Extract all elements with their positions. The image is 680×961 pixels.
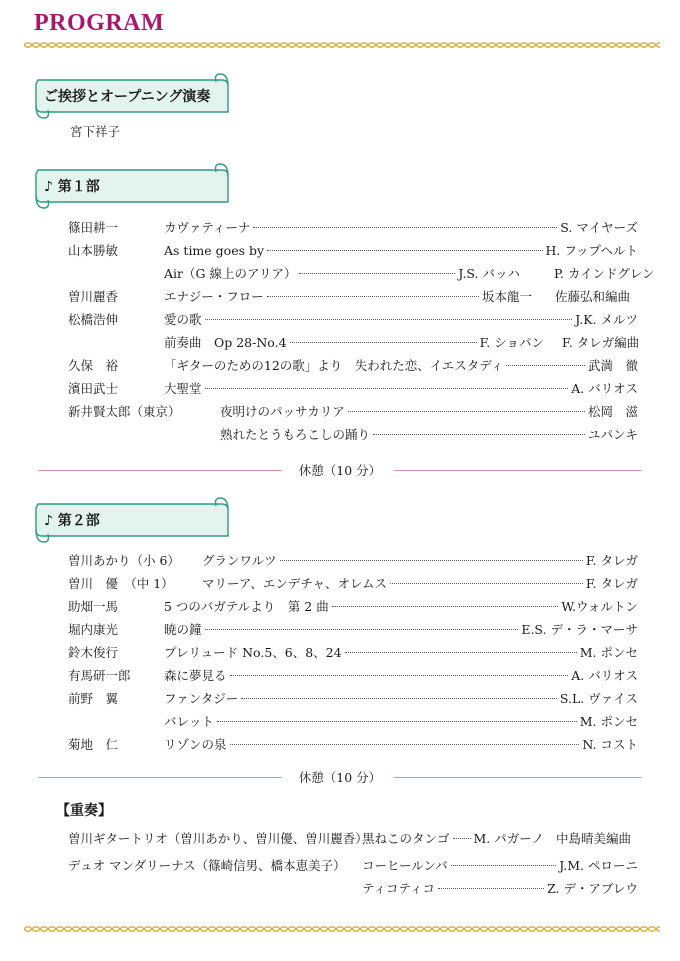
program-entry: [202, 574, 638, 592]
performer-name: 有馬研一郎: [68, 668, 131, 683]
composer: M. ポンセ: [579, 714, 638, 729]
performer-name: 助畑一馬: [68, 599, 119, 614]
piece-title: 暁の鐘: [164, 622, 202, 637]
program-row: [0, 310, 680, 328]
piece-title: ファンタジー: [164, 691, 239, 706]
program-entry: [164, 666, 638, 684]
composer: M. パガーノ: [473, 831, 544, 846]
program-entry: [220, 425, 638, 443]
leader-dots: [267, 296, 479, 297]
composer: Z. デ・アブレウ: [547, 881, 638, 896]
composer: F. タレガ: [585, 553, 638, 568]
program-row: [0, 425, 680, 443]
leader-dots: [390, 583, 583, 584]
piece-title: リゾンの泉: [164, 737, 227, 752]
greeting-performer: 宮下祥子: [70, 124, 121, 139]
divider-line-right: [394, 470, 642, 471]
composer: M. ポンセ: [579, 645, 638, 660]
chain-border-svg: [24, 40, 660, 50]
piece-title: 「ギターのための12の歌」より 失われた恋、イエスタディ: [164, 358, 504, 373]
performer-name: 松橋浩伸: [68, 312, 119, 327]
piece-title: 大聖堂: [164, 381, 202, 396]
leader-dots: [332, 606, 559, 607]
leader-dots: [299, 273, 455, 274]
intermission-label: 休憩（10 分）: [298, 770, 382, 785]
piece-title: 前奏曲 Op 28-No.4: [164, 335, 287, 350]
program-entry: [164, 643, 638, 661]
composer: A. バリオス: [571, 668, 638, 683]
performer-name: 篠田耕一: [68, 220, 119, 235]
program-row: [0, 379, 680, 397]
performer-name: 曽川麗香: [68, 289, 119, 304]
composer: S.L. ヴァイス: [559, 691, 638, 706]
banner-part2-title: ♪ 第２部: [44, 513, 100, 529]
composer: N. コスト: [582, 737, 638, 752]
program-entry: [362, 829, 544, 847]
arranger: 佐藤弘和編曲: [555, 289, 631, 304]
performer-name: 曽川あかり（小 6）: [68, 553, 180, 568]
performer-name: 鈴木俊行: [68, 645, 119, 660]
performer-name: 久保 裕: [68, 358, 119, 373]
program-entry: [164, 689, 638, 707]
banner-greeting: [30, 72, 230, 122]
performer-name: 前野 翼: [68, 691, 119, 706]
banner-part2: [30, 496, 230, 546]
leader-dots: [205, 388, 569, 389]
intermission-divider: [38, 461, 642, 479]
performer-name: デュオ マンダリーナス（篠崎信男、橋本恵美子）: [68, 858, 346, 873]
composer: S. マイヤーズ: [560, 220, 638, 235]
banner-part1: [30, 162, 230, 212]
piece-title: カヴァティーナ: [164, 220, 251, 235]
composer: W.ウォルトン: [561, 599, 638, 614]
divider-line-right: [394, 777, 642, 778]
leader-dots: [438, 888, 544, 889]
piece-title: グランワルツ: [202, 553, 277, 568]
piece-title: Air（G 線上のアリア）: [164, 266, 297, 281]
leader-dots: [205, 629, 519, 630]
program-entry: [164, 218, 638, 236]
performer-name: 曽川 優 （中 1）: [68, 576, 174, 591]
program-row: [0, 218, 680, 236]
program-row: [0, 241, 680, 259]
program-row: [0, 264, 680, 282]
program-entry: [164, 333, 544, 351]
piece-title: 熟れたとうもろこしの踊り: [220, 427, 371, 442]
performer-name: 菊地 仁: [68, 737, 119, 752]
composer: F. ショパン: [479, 335, 544, 350]
program-row: [0, 829, 680, 847]
program-row: [0, 620, 680, 638]
composer: H. フップヘルト: [545, 243, 638, 258]
leader-dots: [241, 698, 557, 699]
program-row: [0, 402, 680, 420]
program-entry: [164, 287, 532, 305]
program-entry: [164, 620, 638, 638]
composer: J.S. バッハ: [458, 266, 520, 281]
program-entry: [164, 241, 638, 259]
composer: E.S. デ・ラ・マーサ: [521, 622, 638, 637]
piece-title: 森に夢見る: [164, 668, 227, 683]
piece-title: 黒ねこのタンゴ: [362, 831, 450, 846]
leader-dots: [453, 838, 471, 839]
program-row: [0, 712, 680, 730]
piece-title: マリーア、エンデチャ、オレムス: [202, 576, 388, 591]
composer: A. バリオス: [571, 381, 638, 396]
program-entry: [164, 712, 638, 730]
banner-greeting-title: ご挨拶とオープニング演奏: [44, 89, 211, 105]
program-row: [0, 287, 680, 305]
page-title: PROGRAM: [34, 10, 165, 36]
program-entry: [164, 356, 638, 374]
composer: 松岡 滋: [587, 404, 638, 419]
piece-title: ティコティコ: [362, 881, 436, 896]
program-entry: [164, 310, 638, 328]
leader-dots: [345, 652, 577, 653]
arranger: F. タレガ編曲: [562, 335, 640, 350]
program-row: [0, 689, 680, 707]
leader-dots: [348, 411, 585, 412]
piece-title: エナジー・フロー: [164, 289, 264, 304]
program-row: [0, 879, 680, 897]
program-row: [0, 574, 680, 592]
leader-dots: [205, 319, 573, 320]
top-decorative-border: [24, 40, 660, 50]
piece-title: バレット: [164, 714, 214, 729]
program-entry: [220, 402, 638, 420]
program-row: [0, 735, 680, 753]
leader-dots: [373, 434, 585, 435]
composer: J.M. ペローニ: [559, 858, 638, 873]
performer-name: 山本勝敏: [68, 243, 119, 258]
piece-title: 5 つのバガテルより 第 2 曲: [164, 599, 329, 614]
bottom-decorative-border: [24, 924, 660, 934]
program-row: [0, 666, 680, 684]
composer: J.K. メルツ: [575, 312, 638, 327]
leader-dots: [267, 250, 542, 251]
program-entry: [164, 735, 638, 753]
banner-part1-title: ♪ 第１部: [44, 179, 100, 195]
program-row: [0, 333, 680, 351]
arranger: P. カインドグレン: [554, 266, 655, 281]
performer-name: 曽川ギタートリオ（曽川あかり、曽川優、曽川麗香）: [68, 831, 368, 846]
performer-name: 濱田武士: [68, 381, 119, 396]
piece-title: 夜明けのパッサカリア: [220, 404, 345, 419]
program-row: [0, 356, 680, 374]
leader-dots: [253, 227, 557, 228]
performer-name: 新井賢太郎（東京）: [68, 404, 181, 419]
program-entry: [362, 879, 638, 897]
composer: 坂本龍一: [481, 289, 532, 304]
program-entry: [164, 379, 638, 397]
program-entry: [164, 264, 520, 282]
leader-dots: [230, 744, 580, 745]
program-entry: [202, 551, 638, 569]
program-row: [0, 856, 680, 874]
piece-title: プレリュード No.5、6、8、24: [164, 645, 342, 660]
piece-title: As time goes by: [164, 243, 265, 258]
leader-dots: [290, 342, 477, 343]
program-row: [0, 551, 680, 569]
program-row: [0, 597, 680, 615]
composer: 武満 徹: [587, 358, 638, 373]
leader-dots: [230, 675, 569, 676]
piece-title: コーヒールンバ: [362, 858, 448, 873]
chain-border-svg: [24, 924, 660, 934]
intermission-label: 休憩（10 分）: [298, 463, 382, 478]
leader-dots: [217, 721, 577, 722]
composer: ユパンキ: [587, 427, 638, 442]
performer-name: 堀内康光: [68, 622, 119, 637]
leader-dots: [506, 365, 585, 366]
arranger: 中島晴美編曲: [556, 831, 632, 846]
program-entry: [362, 856, 638, 874]
ensemble-heading: 【重奏】: [56, 803, 112, 819]
program-row: [0, 643, 680, 661]
leader-dots: [451, 865, 557, 866]
leader-dots: [280, 560, 583, 561]
intermission-divider: [38, 768, 642, 786]
piece-title: 愛の歌: [164, 312, 202, 327]
program-entry: [164, 597, 638, 615]
composer: F. タレガ: [585, 576, 638, 591]
